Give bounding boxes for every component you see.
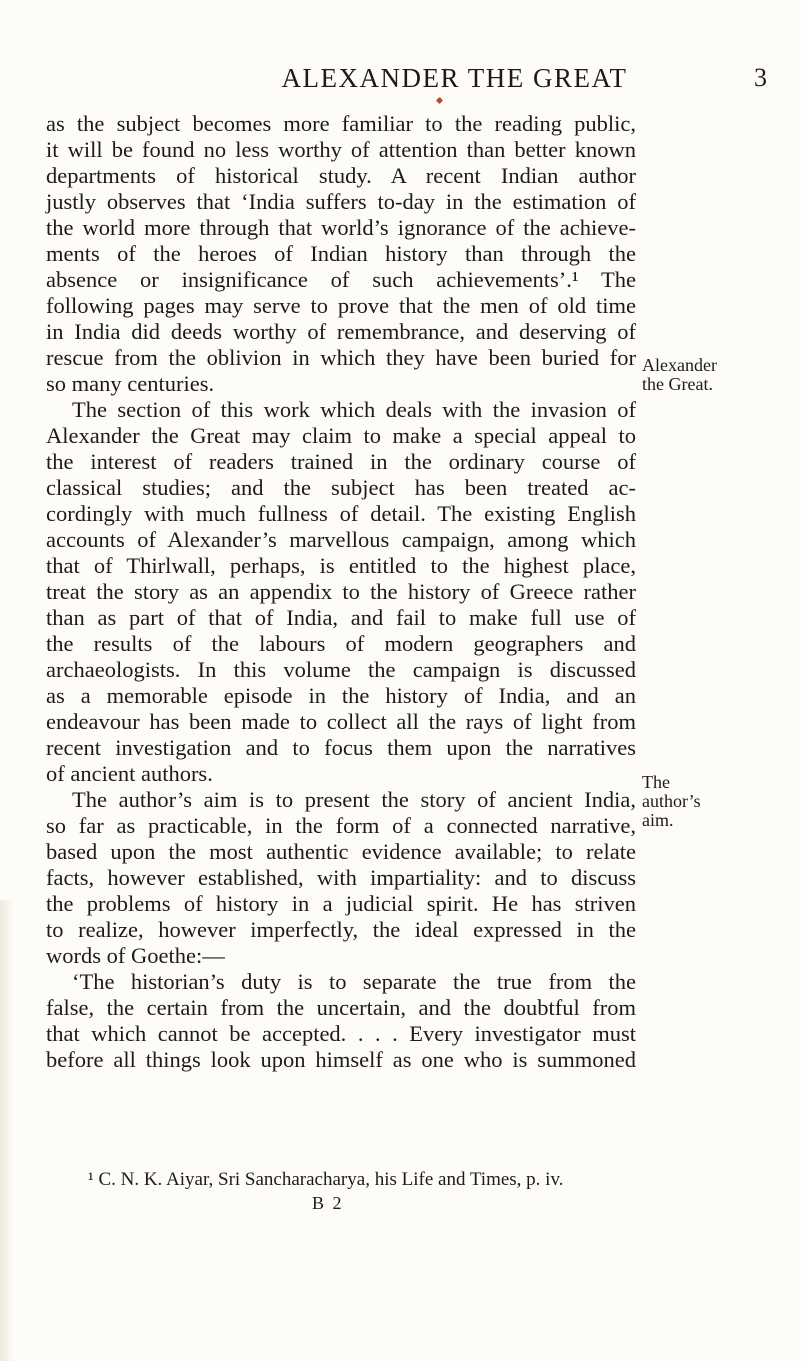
body-line: so many centuries. xyxy=(46,371,215,396)
body-line: rescue from the oblivion in which they have been buried for xyxy=(46,345,636,370)
body-line: the results of the labours of modern geographers and xyxy=(46,631,636,656)
body-line: justly observes that ‘India suffers to-day in the estimation of xyxy=(46,189,636,214)
body-line: following pages may serve to prove that the men of old time xyxy=(46,293,636,318)
body-line: departments of historical study. A recent Indian author xyxy=(46,163,636,188)
body-line: endeavour has been made to collect all the rays of light from xyxy=(46,709,636,734)
body-line: to realize, however imperfectly, the ideal expressed in the xyxy=(46,917,636,942)
signature-mark: B 2 xyxy=(312,1193,344,1213)
body-line: as the subject becomes more familiar to the reading public, xyxy=(46,111,636,136)
body-line: classical studies; and the subject has been treated ac- xyxy=(46,475,636,500)
body-line: archaeologists. In this volume the campaign is discussed xyxy=(46,657,636,682)
body-line: accounts of Alexander’s marvellous campaign, among which xyxy=(46,527,636,552)
body-line: Alexander the Great may claim to make a special appeal to xyxy=(46,423,636,448)
body-line: of ancient authors. xyxy=(46,761,213,786)
footnote-1: ¹ C. N. K. Aiyar, Sri Sancharacharya, his Life and Times, p. iv. xyxy=(88,1169,564,1190)
body-line: the problems of history in a judicial spirit. He has striven xyxy=(46,891,636,916)
body-line: before all things look upon himself as one who is summoned xyxy=(46,1047,636,1072)
body-line: in India did deeds worthy of remembrance, and deserving of xyxy=(46,319,636,344)
page-number: 3 xyxy=(754,63,767,92)
sidenote-line: Alexander xyxy=(642,355,717,375)
body-line: the interest of readers trained in the ordinary course of xyxy=(46,449,636,474)
paragraph-start-line: The author’s aim is to present the story of ancient India, xyxy=(72,787,636,812)
paragraph-start-line: The section of this work which deals with the invasion of xyxy=(72,397,636,422)
body-line: words of Goethe:— xyxy=(46,943,225,968)
sidenote-line: author’s xyxy=(642,791,701,811)
quotation-start-line: ‘The historian’s duty is to separate the true from the xyxy=(72,969,636,994)
body-line: treat the story as an appendix to the history of Greece rather xyxy=(46,579,636,604)
sidenote-line: aim. xyxy=(642,810,674,830)
body-line: the world more through that world’s ignorance of the achieve- xyxy=(46,215,636,240)
body-line: so far as practicable, in the form of a connected narrative, xyxy=(46,813,636,838)
body-line: false, the certain from the uncertain, and the doubtful from xyxy=(46,995,636,1020)
ink-mark xyxy=(436,97,443,104)
sidenote-line: the Great. xyxy=(642,374,713,394)
body-line: ments of the heroes of Indian history than through the xyxy=(46,241,636,266)
body-line: it will be found no less worthy of attention than better known xyxy=(46,137,636,162)
body-line: absence or insignificance of such achievements’.¹ The xyxy=(46,267,636,292)
running-head xyxy=(142,63,767,97)
body-line: that of Thirlwall, perhaps, is entitled to the highest place, xyxy=(46,553,636,578)
body-line: than as part of that of India, and fail to make full use of xyxy=(46,605,636,630)
body-line: facts, however established, with impartiality: and to discuss xyxy=(46,865,636,890)
body-text xyxy=(46,111,636,1073)
page-edge-shading xyxy=(0,900,14,1361)
body-line: recent investigation and to focus them upon the narratives xyxy=(46,735,636,760)
body-line: cordingly with much fullness of detail. The existing English xyxy=(46,501,636,526)
body-line: based upon the most authentic evidence available; to relate xyxy=(46,839,636,864)
footnotes xyxy=(88,1169,648,1191)
sidenote-author-aim xyxy=(642,773,701,830)
sidenote-line: The xyxy=(642,772,670,792)
running-title: ALEXANDER THE GREAT xyxy=(281,63,628,93)
body-line: as a memorable episode in the history of India, and an xyxy=(46,683,636,708)
body-line: that which cannot be accepted. . . . Every investigator must xyxy=(46,1021,636,1046)
sidenote-alexander xyxy=(642,356,717,394)
